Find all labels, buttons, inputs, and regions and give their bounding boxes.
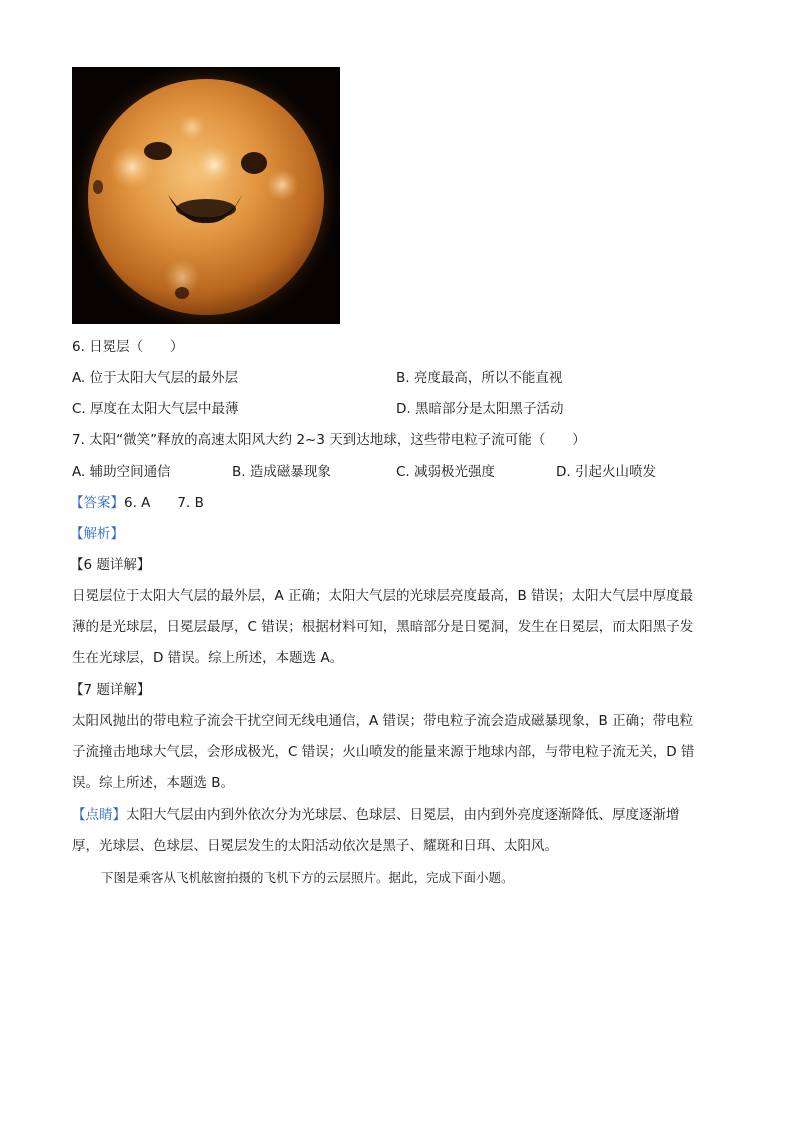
next-question-intro: 下图是乘客从飞机舷窗拍摄的飞机下方的云层照片。据此，完成下面小题。 — [101, 870, 514, 885]
detail-7-label: 【7 题详解】 — [70, 682, 151, 698]
detail-6-text — [72, 581, 724, 674]
q7-option-d: D. 引起火山喷发 — [556, 464, 656, 480]
tip-text — [72, 800, 724, 862]
question-7-stem: 7. 太阳“微笑”释放的高速太阳风大约 2~3 天到达地球，这些带电粒子流可能（ ） — [72, 432, 586, 448]
answer-row — [70, 493, 204, 513]
detail-7-line: 误。综上所述，本题选 B。 — [72, 775, 235, 791]
q6-option-c: C. 厚度在太阳大气层中最薄 — [72, 401, 239, 417]
q6-option-a: A. 位于太阳大气层的最外层 — [72, 370, 239, 386]
detail-6-label: 【6 题详解】 — [70, 557, 151, 573]
question-6-stem: 6. 日冕层（ ） — [72, 339, 184, 355]
q6-option-d: D. 黑暗部分是太阳黑子活动 — [396, 401, 564, 417]
sun-smile-photo — [72, 67, 340, 324]
q6-option-b: B. 亮度最高，所以不能直视 — [396, 370, 563, 386]
answer-label: 【答案】 — [70, 495, 124, 511]
answer-text: 6. A 7. B — [124, 495, 204, 511]
q7-option-b: B. 造成磁暴现象 — [232, 464, 331, 480]
sun-image — [72, 67, 340, 324]
tip-line: 【点睛】太阳大气层由内到外依次分为光球层、色球层、日冕层，由内到外亮度逐渐降低、厚度逐渐增 — [72, 807, 680, 823]
detail-6-line: 薄的是光球层，日冕层最厚，C 错误；根据材料可知，黑暗部分是日冕洞，发生在日冕层，而太阳黑子发 — [72, 619, 694, 635]
q7-option-c: C. 减弱极光强度 — [396, 464, 496, 480]
detail-6-line: 生在光球层，D 错误。综上所述，本题选 A。 — [72, 650, 344, 666]
detail-7-line: 太阳风抛出的带电粒子流会干扰空间无线电通信，A 错误；带电粒子流会造成磁暴现象，B 正确；带电粒 — [72, 713, 694, 729]
analysis-label: 【解析】 — [70, 526, 124, 542]
q7-option-a: A. 辅助空间通信 — [72, 464, 171, 480]
tip-label: 【点睛】 — [72, 807, 126, 823]
detail-7-line: 子流撞击地球大气层，会形成极光，C 错误；火山喷发的能量来源于地球内部，与带电粒子流无关，D 错 — [72, 744, 695, 760]
tip-line: 厚，光球层、色球层、日冕层发生的太阳活动依次是黑子、耀斑和日珥、太阳风。 — [72, 838, 558, 854]
detail-6-line: 日冕层位于太阳大气层的最外层，A 正确；太阳大气层的光球层亮度最高，B 错误；太阳大气层中厚度最 — [72, 588, 694, 604]
detail-7-text — [72, 706, 724, 799]
